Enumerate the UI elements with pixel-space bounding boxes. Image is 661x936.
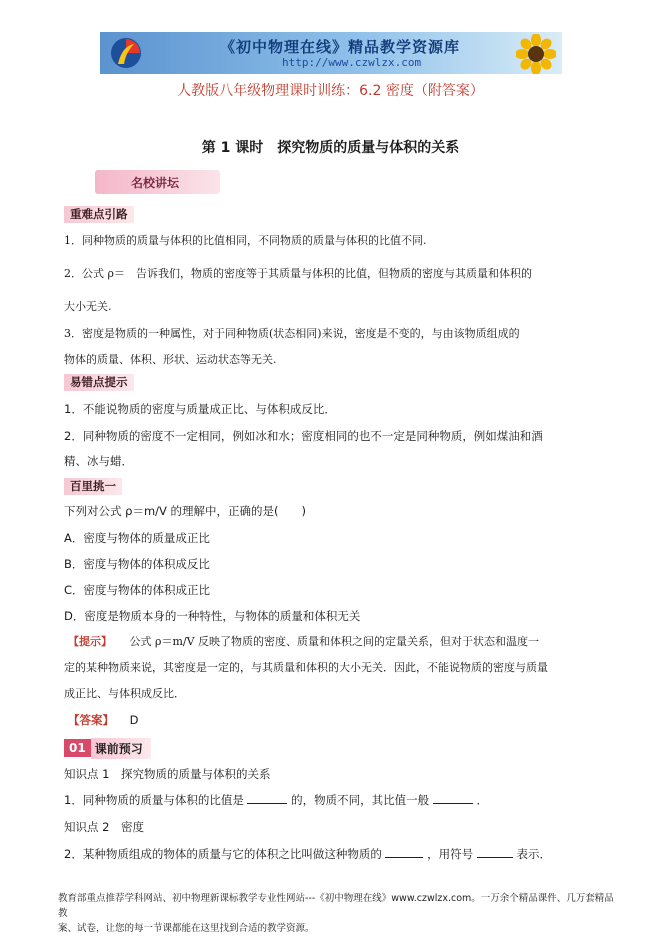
lesson-title: 第 1 课时 探究物质的质量与体积的关系 [201,140,460,156]
question-text-part: 1．同种物质的质量与体积的比值是 [64,793,244,807]
section-header [64,738,151,758]
hint-label: 【提示】 [68,635,112,648]
answer-blank[interactable] [385,846,423,858]
section-number: 01 [64,739,91,757]
mistake-line: 精、冰与蜡． [64,454,133,468]
answer-label: 【答案】 [68,713,114,727]
question-text-part: ，用符号 [427,847,474,861]
knowledge-point-1-title: 知识点 1 探究物质的质量与体积的关系 [64,767,271,781]
site-logo-icon [108,36,144,70]
tag-practice: 百里挑一 [64,478,122,495]
school-banner-label: 名校讲坛 [131,176,180,190]
document-title: 人教版八年级物理课时训练：6.2 密度（附答案） [177,83,484,99]
key-point-line: 物体的质量、体积、形状、运动状态等无关. [64,353,277,366]
option-d: D．密度是物质本身的一种特性，与物体的质量和体积无关 [64,609,361,623]
mistake-line: 1．不能说物质的密度与质量成正比、与体积成反比． [64,402,336,416]
section-label: 课前预习 [91,738,151,759]
question-text-part: 表示． [516,847,551,861]
key-point-line: 大小无关. [64,300,112,313]
answer-blank[interactable] [247,792,287,804]
banner-url[interactable]: http://www.czwlzx.com [282,56,422,69]
question-text-part: ． [476,793,488,807]
knowledge-point-1-question [64,792,488,808]
question-text-part: 的，物质不同，其比值一般 [291,793,430,807]
answer-blank[interactable] [433,792,473,804]
option-a: A．密度与物体的质量成正比 [64,531,210,545]
question-text-part: 2．某种物质组成的物体的质量与它的体积之比叫做这种物质的 [64,847,382,861]
key-point-line: 2．公式 ρ＝ 告诉我们，物质的密度等于其质量与体积的比值，但物质的密度与其质量和体积的 [64,267,532,280]
option-c: C．密度与物体的体积成正比 [64,583,211,597]
answer-blank[interactable] [477,846,513,858]
answer-value: D [129,713,139,727]
answer-row [68,712,139,728]
banner-title: 《初中物理在线》精品教学资源库 [220,38,461,56]
tag-mistakes: 易错点提示 [64,374,134,391]
knowledge-point-2-title: 知识点 2 密度 [64,820,144,834]
sunflower-icon [516,34,556,74]
option-b: B．密度与物体的体积成反比 [64,557,210,571]
tag-key-points: 重难点引路 [64,206,134,223]
school-banner [95,170,220,194]
header-banner [100,32,562,74]
hint-first-line [68,633,539,649]
question-text: 下列对公式 ρ＝m/V 的理解中，正确的是( ) [64,504,307,518]
knowledge-point-2-question [64,846,551,862]
footer-line: 案、试卷，让您的每一节课都能在这里找到合适的教学资源。 [58,923,315,934]
hint-line: 定的某种物质来说，其密度是一定的，与其质量和体积的大小无关．因此，不能说物质的密度与质量 [64,661,548,674]
key-point-line: 1．同种物质的质量与体积的比值相同，不同物质的质量与体积的比值不同. [64,234,427,247]
mistake-line: 2．同种物质的密度不一定相同，例如冰和水；密度相同的也不一定是同种物质，例如煤油和酒 [64,429,543,443]
page-footer [58,891,618,936]
footer-line: 教育部重点推荐学科网站、初中物理新课标教学专业性网站---《初中物理在线》www.czwlzx.com。一万余个精品课件、几万套精品教 [58,893,614,919]
hint-line: 公式 ρ＝m/V 反映了物质的密度、质量和体积之间的定量关系，但对于状态和温度一 [129,635,540,648]
hint-line: 成正比、与体积成反比． [64,687,185,700]
key-point-line: 3．密度是物质的一种属性，对于同种物质(状态相同)来说，密度是不变的，与由该物质组成的 [64,327,520,340]
